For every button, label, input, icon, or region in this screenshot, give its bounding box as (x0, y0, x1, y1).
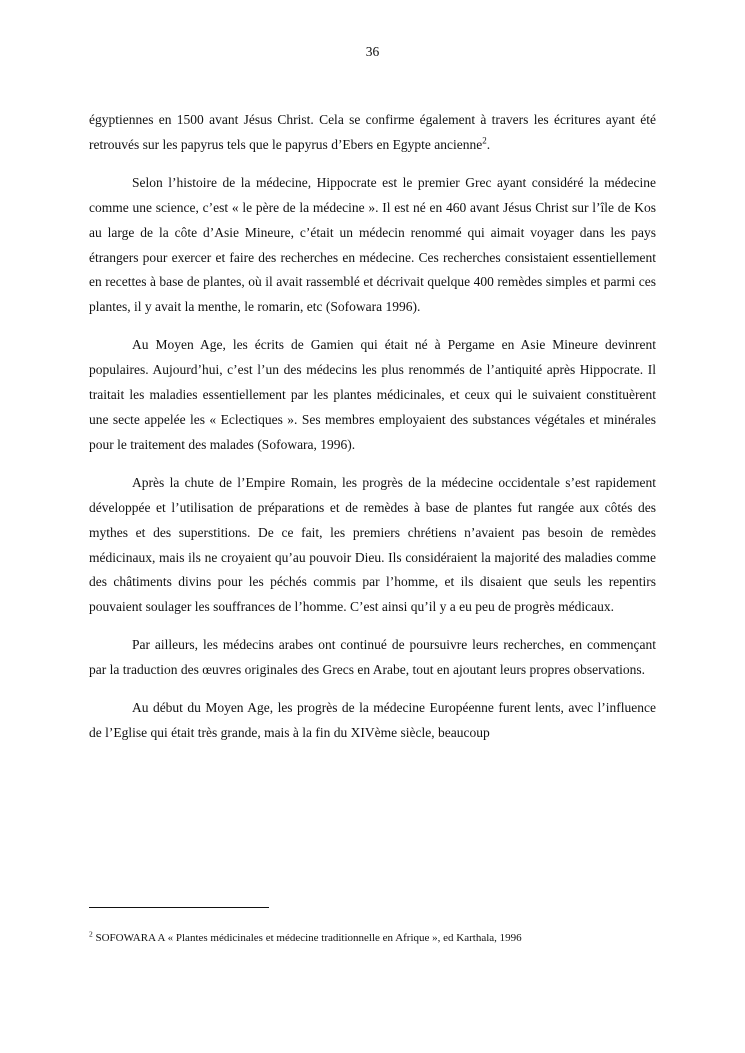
page-number: 36 (365, 44, 380, 59)
footnote-separator (89, 907, 269, 908)
paragraph-5: Par ailleurs, les médecins arabes ont continué de poursuivre leurs recherches, en commençant par la traduction des œuvres originales des Grecs en Arabe, tout en ajoutant leurs propres observations. (89, 637, 656, 678)
paragraph-2: Selon l’histoire de la médecine, Hippocrate est le premier Grec ayant considéré la médecine comme une science, c’est « le père de la médecine ». Il est né en 460 avant Jésus Christ sur l’île de Kos au large de la côte d’Asie Mineure, c’était un médecin renommé qui aimait voyager dans les pays étrangers pour exercer et faire des recherches en médecine. Ces recherches consistaient essentiellement en recettes à base de plantes, où il avait rassemblé et décrivait quelque 400 remèdes simples et parmi ces plantes, il y avait la menthe, le romarin, etc (Sofowara 1996). (89, 174, 656, 315)
footnote-reference: 2 (482, 135, 487, 146)
paragraph-1 (89, 108, 656, 158)
footnote-text: SOFOWARA A « Plantes médicinales et médecine traditionnelle en Afrique », ed Karthala, 1996 (95, 932, 522, 944)
paragraph-4: Après la chute de l’Empire Romain, les progrès de la médecine occidentale s’est rapidement développée et l’utilisation de préparations et de remèdes à base de plantes fut rangée aux côtés des mythes et des superstitions. De ce fait, les premiers chrétiens n’avaient pas besoin de remèdes médicinaux, mais ils ne croyaient qu’au pouvoir Dieu. Ils considéraient la majorité des maladies comme des châtiments divins pour les péchés commis par l’homme, et ils disaient que seuls les repentirs pouvaient soulager les souffrances de l’homme. C’est ainsi qu’il y a eu peu de progrès médicaux. (89, 474, 656, 615)
footnote (89, 931, 656, 945)
paragraph-1-end: . (486, 136, 491, 152)
body-text (89, 108, 656, 759)
paragraph-6: Au début du Moyen Age, les progrès de la médecine Européenne furent lents, avec l’influence de l’Eglise qui était très grande, mais à la fin du XIVème siècle, beaucoup (89, 700, 656, 740)
footnote-number: 2 (89, 929, 93, 939)
paragraph-3: Au Moyen Age, les écrits de Gamien qui était né à Pergame en Asie Mineure devinrent populaires. Aujourd’hui, c’est l’un des médecins les plus renommés de l’antiquité après Hippocrate. Il traitait les maladies essentiellement par les plantes médicinales, et ceux qui le suivaient constituèrent une secte appelée les « Eclectiques ». Ses membres employaient des substances végétales et minérales pour le traitement des malades (Sofowara, 1996). (89, 337, 656, 452)
paragraph-1-text: égyptiennes en 1500 avant Jésus Christ. Cela se confirme également à travers les écritures ayant été retrouvés sur les papyrus tels que le papyrus d’Ebers en Egypte ancienne (89, 112, 656, 152)
